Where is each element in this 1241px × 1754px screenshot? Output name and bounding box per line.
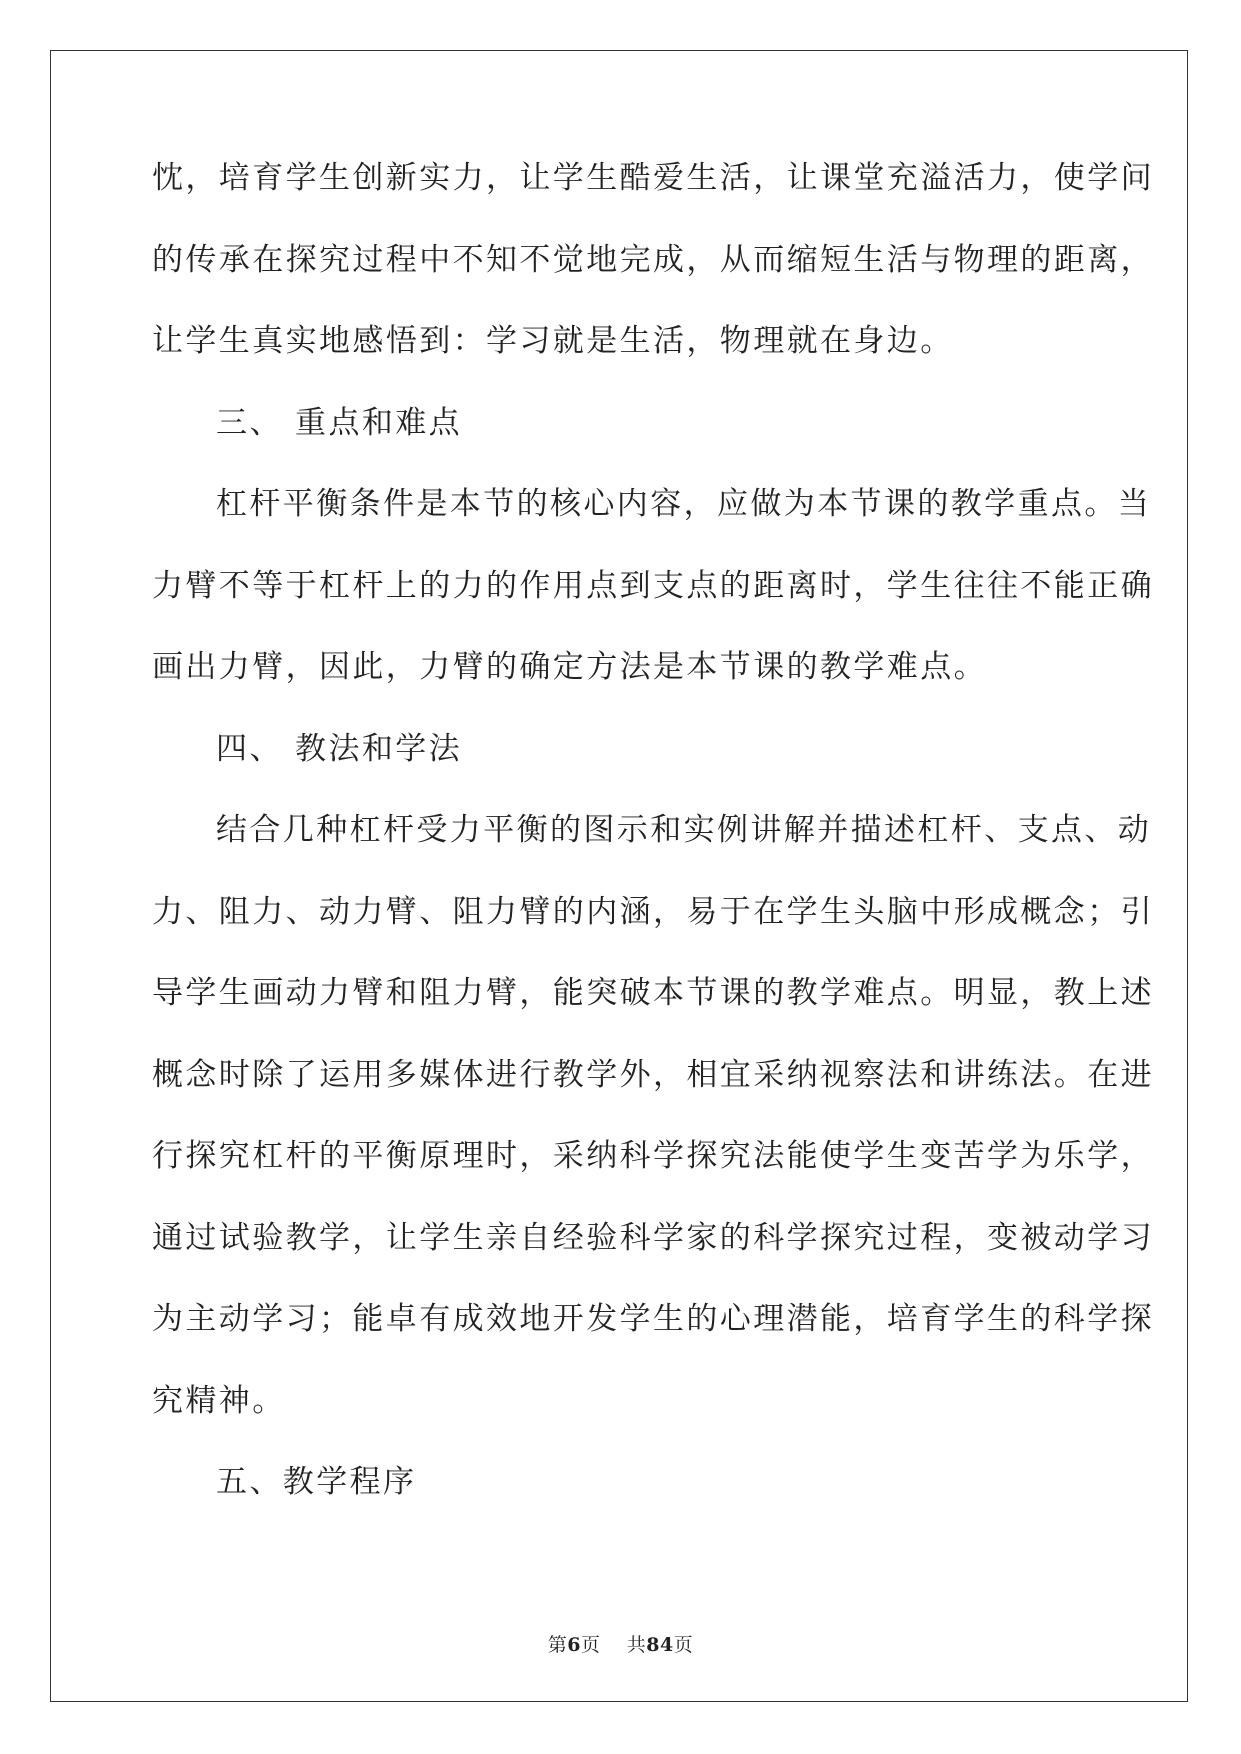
- footer-page-suffix: 页: [581, 1634, 601, 1656]
- document-body: [152, 158, 1154, 1544]
- section-heading: 三、 重点和难点: [216, 404, 463, 441]
- text-line: 杠杆平衡条件是本节的核心内容，应做为本节课的教学重点。当: [216, 486, 1152, 522]
- text-line: 概念时除了运用多媒体进行教学外，相宜采纳视察法和讲练法。在进: [152, 1056, 1154, 1093]
- section-heading: 四、 教法和学法: [216, 730, 463, 767]
- text-line: 让学生真实地感悟到：学习就是生活，物理就在身边。: [152, 323, 954, 359]
- text-line: 结合几种杠杆受力平衡的图示和实例讲解并描述杠杆、支点、动: [216, 812, 1152, 848]
- footer-total-suffix: 页: [673, 1634, 694, 1656]
- text-line: 力、阻力、动力臂、阻力臂的内涵，易于在学生头脑中形成概念；引: [152, 893, 1154, 930]
- text-line: 的传承在探究过程中不知不觉地完成，从而缩短生活与物理的距离，: [152, 241, 1154, 278]
- footer-total-prefix: 共: [626, 1634, 647, 1656]
- text-line: 画出力臂，因此，力臂的确定方法是本节课的教学难点。: [152, 649, 987, 685]
- page-number: 6: [567, 1634, 582, 1656]
- section-heading: 五、教学程序: [216, 1464, 417, 1500]
- text-line: 忱，培育学生创新实力，让学生酷爱生活，让课堂充溢活力，使学问: [152, 160, 1154, 196]
- text-line: 为主动学习；能卓有成效地开发学生的心理潜能，培育学生的科学探: [152, 1301, 1154, 1337]
- total-pages: 84: [646, 1634, 674, 1656]
- text-line: 导学生画动力臂和阻力臂，能突破本节课的教学难点。明显，教上述: [152, 975, 1154, 1011]
- text-line: 力臂不等于杠杆上的力的作用点到支点的距离时，学生往往不能正确: [152, 567, 1154, 604]
- footer-prefix: 第: [547, 1634, 568, 1656]
- text-line: 通过试验教学，让学生亲自经验科学家的科学探究过程，变被动学习: [152, 1219, 1154, 1256]
- page-footer: [0, 1633, 1241, 1657]
- text-line: 行探究杠杆的平衡原理时，采纳科学探究法能使学生变苦学为乐学，: [152, 1138, 1154, 1174]
- text-line: 究精神。: [152, 1382, 286, 1419]
